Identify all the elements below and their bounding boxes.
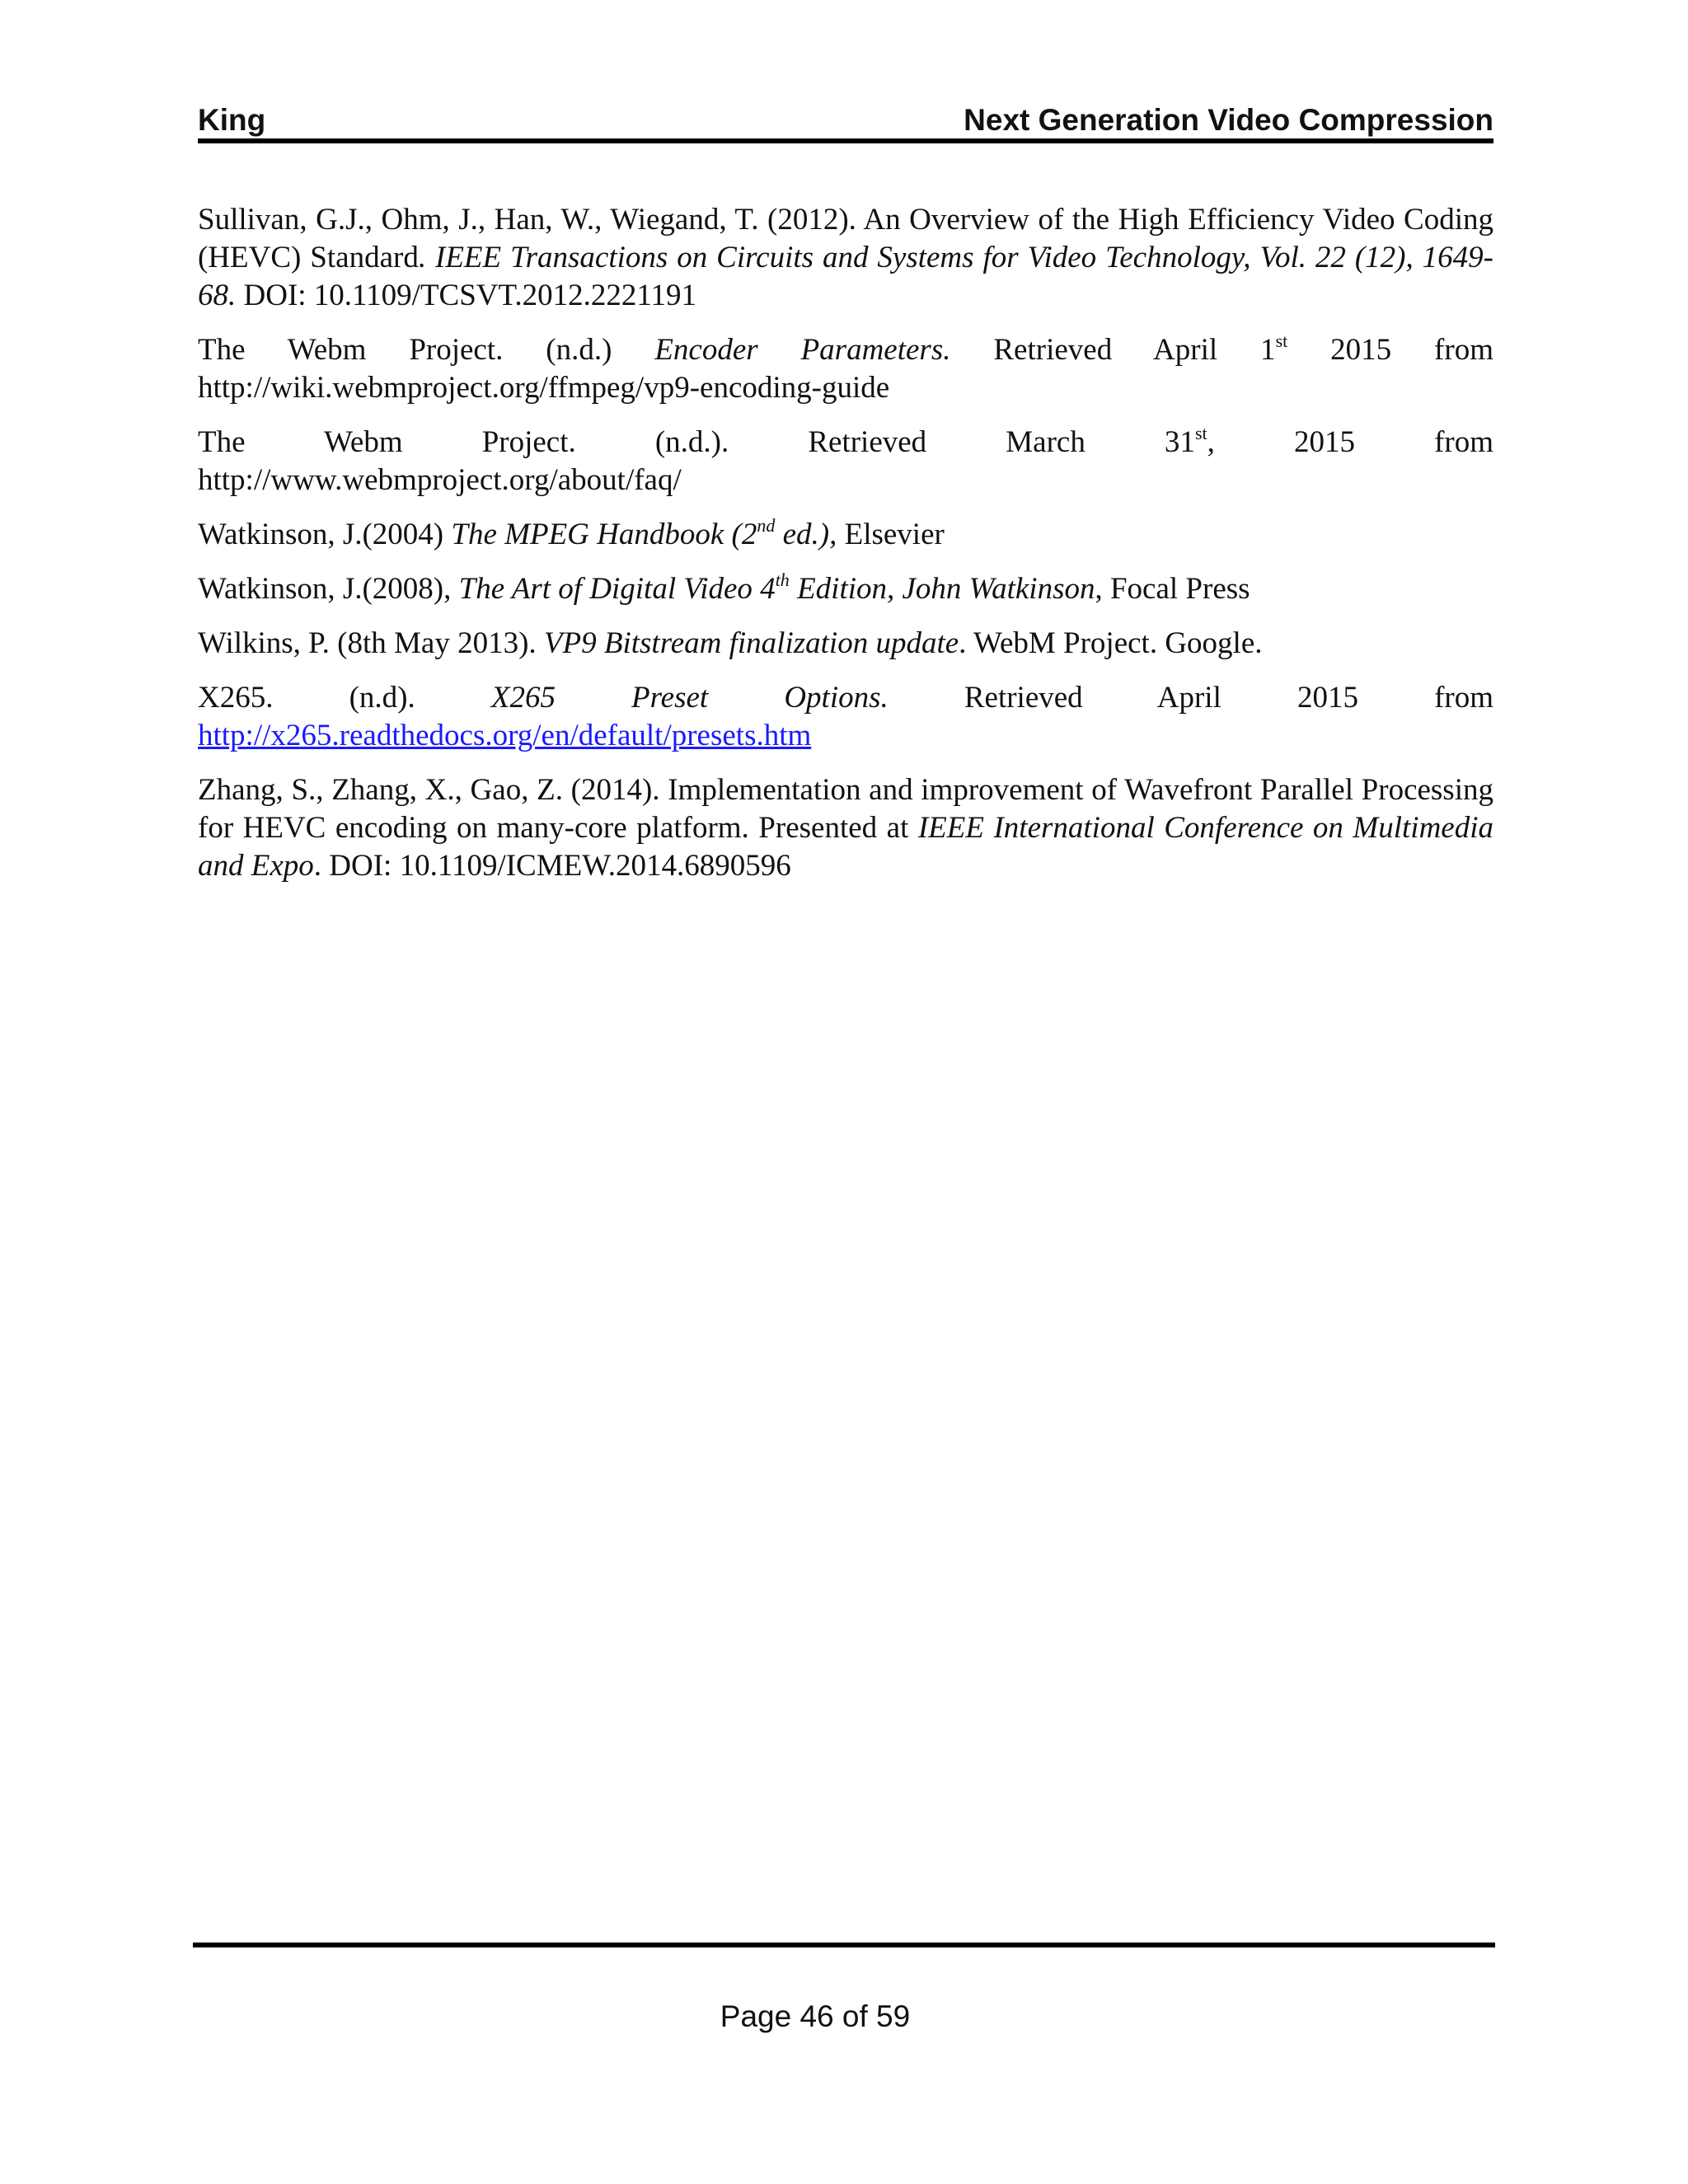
reference-publisher: , Focal Press	[1095, 572, 1250, 606]
reference-edition: Edition, John Watkinson	[789, 572, 1095, 606]
reference-author: The Webm Project. (n.d.)	[198, 333, 655, 367]
reference-edition: ed.),	[775, 518, 837, 551]
reference-title: X265 Preset Options.	[490, 681, 889, 715]
ordinal-suffix: st	[1275, 330, 1288, 351]
reference-title: The Art of Digital Video 4	[458, 572, 776, 606]
reference-retrieved-tail: , 2015 from	[1207, 425, 1493, 459]
footer-rule	[193, 1943, 1495, 1947]
reference-title: VP9 Bitstream finalization update	[543, 626, 959, 660]
page-header	[198, 97, 1493, 143]
reference-author: The Webm Project. (n.d.). Retrieved March 31	[198, 425, 1195, 459]
reference-watkinson-2008	[198, 570, 1493, 608]
reference-watkinson-2004	[198, 516, 1493, 554]
reference-wilkins	[198, 625, 1493, 663]
reference-url: http://wiki.webmproject.org/ffmpeg/vp9-encoding-guide	[198, 371, 890, 405]
header-rule	[198, 138, 1493, 143]
reference-webm-faq	[198, 424, 1493, 499]
reference-author: Watkinson, J.(2008),	[198, 572, 459, 606]
header-document-title: Next Generation Video Compression	[964, 103, 1493, 137]
reference-publisher: . WebM Project. Google.	[959, 626, 1263, 660]
x265-presets-link[interactable]: http://x265.readthedocs.org/en/default/presets.htm	[198, 719, 812, 752]
ordinal-suffix: th	[775, 569, 790, 590]
reference-url: http://www.webmproject.org/about/faq/	[198, 463, 682, 497]
reference-retrieved-tail: Retrieved April 2015 from	[888, 681, 1493, 715]
page-number: Page 46 of 59	[720, 1999, 911, 2033]
reference-author: Watkinson, J.(2004)	[198, 518, 452, 551]
reference-line	[198, 424, 1493, 462]
reference-line	[198, 331, 1493, 369]
header-author: King	[198, 103, 266, 137]
reference-author: X265. (n.d).	[198, 681, 491, 715]
reference-retrieved: Retrieved April 1	[950, 333, 1276, 367]
reference-text: Zhang, S., Zhang, X., Gao, Z. (2014). Implementation and improvement of Wavefront Parallel Processing for HEVC encoding on many-core platform. Presented at	[198, 773, 1493, 845]
reference-title: The MPEG Handbook (2	[451, 518, 757, 551]
ordinal-suffix: nd	[757, 514, 776, 536]
reference-retrieved-tail: 2015 from	[1287, 333, 1493, 367]
reference-doi: . DOI: 10.1109/ICMEW.2014.6890596	[313, 849, 791, 883]
reference-author: Wilkins, P. (8th May 2013).	[198, 626, 544, 660]
reference-sullivan	[198, 201, 1493, 315]
reference-doi: DOI: 10.1109/TCSVT.2012.2221191	[236, 279, 697, 312]
reference-publisher: Elsevier	[837, 518, 945, 551]
reference-title: Encoder Parameters.	[654, 333, 951, 367]
reference-line	[198, 679, 1493, 717]
ordinal-suffix: st	[1194, 422, 1207, 443]
reference-webm-encoder	[198, 331, 1493, 407]
reference-zhang	[198, 771, 1493, 885]
reference-text: Sullivan, G.J., Ohm, J., Han, W., Wiegand, T. (2012). An Overview of the High Efficiency Video Coding (HEVC) Standard	[198, 203, 1493, 274]
reference-source-title: . IEEE Transactions on Circuits and Systems for Video Technology, Vol. 22 (12), 1649-68.	[198, 241, 1493, 312]
reference-x265	[198, 679, 1493, 755]
reference-source-title: IEEE International Conference on Multimedia and Expo	[198, 811, 1493, 883]
reference-list	[198, 201, 1493, 902]
